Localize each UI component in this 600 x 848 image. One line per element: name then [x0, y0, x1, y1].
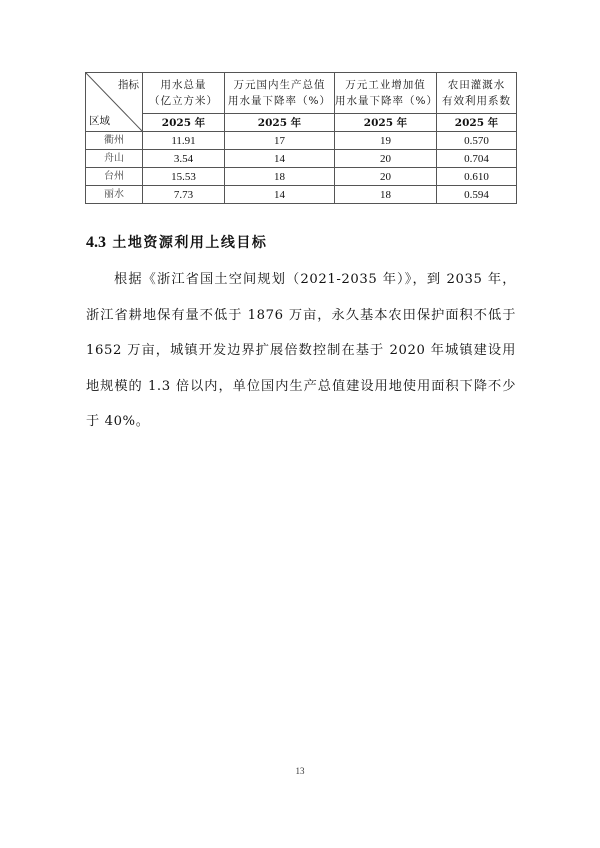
section-heading: [86, 232, 267, 252]
page-number: 13: [295, 766, 305, 776]
value-cell: 7.73: [143, 186, 225, 204]
table-row: [86, 186, 517, 204]
value-cell: 0.704: [437, 150, 517, 168]
value-cell: 0.594: [437, 186, 517, 204]
water-targets-table: [85, 72, 517, 204]
table-row: [86, 168, 517, 186]
value-cell: 18: [335, 186, 437, 204]
column-header: 用水总量 （亿立方米）: [143, 73, 225, 114]
region-label: 区域: [89, 115, 110, 127]
value-cell: 18: [225, 168, 335, 186]
table-year-row: [86, 114, 517, 132]
value-cell: 20: [335, 168, 437, 186]
value-cell: 0.610: [437, 168, 517, 186]
value-cell: 20: [335, 150, 437, 168]
table-corner-cell: [86, 73, 143, 132]
region-cell: 衢州: [86, 132, 143, 150]
value-cell: 17: [225, 132, 335, 150]
year-header: 2025 年: [335, 114, 437, 132]
indicator-label: 指标: [118, 79, 139, 91]
value-cell: 14: [225, 186, 335, 204]
value-cell: 14: [225, 150, 335, 168]
value-cell: 19: [335, 132, 437, 150]
region-cell: 丽水: [86, 186, 143, 204]
year-header: 2025 年: [143, 114, 225, 132]
value-cell: 0.570: [437, 132, 517, 150]
section-number: 4.3: [86, 234, 106, 251]
table-row: [86, 150, 517, 168]
year-header: 2025 年: [225, 114, 335, 132]
table-row: [86, 132, 517, 150]
table-header-row: [86, 73, 517, 114]
value-cell: 15.53: [143, 168, 225, 186]
body-paragraph: 根据《浙江省国土空间规划（2021-2035 年）》，到 2035 年，浙江省耕地保有量不低于 1876 万亩，永久基本农田保护面积不低于 1652 万亩，城镇开发边界扩展倍数控制在基于 2020 年城镇建设用地规模的 1.3 倍以内，单位国内生产总值建设用地使用面积下降不少于 40%。: [86, 272, 516, 429]
region-cell: 台州: [86, 168, 143, 186]
column-header: 万元工业增加值 用水量下降率（%）: [335, 73, 437, 114]
value-cell: 3.54: [143, 150, 225, 168]
section-title-text: 土地资源利用上线目标: [112, 235, 268, 251]
column-header: 农田灌溉水 有效利用系数: [437, 73, 517, 114]
value-cell: 11.91: [143, 132, 225, 150]
region-cell: 舟山: [86, 150, 143, 168]
column-header: 万元国内生产总值 用水量下降率（%）: [225, 73, 335, 114]
year-header: 2025 年: [437, 114, 517, 132]
